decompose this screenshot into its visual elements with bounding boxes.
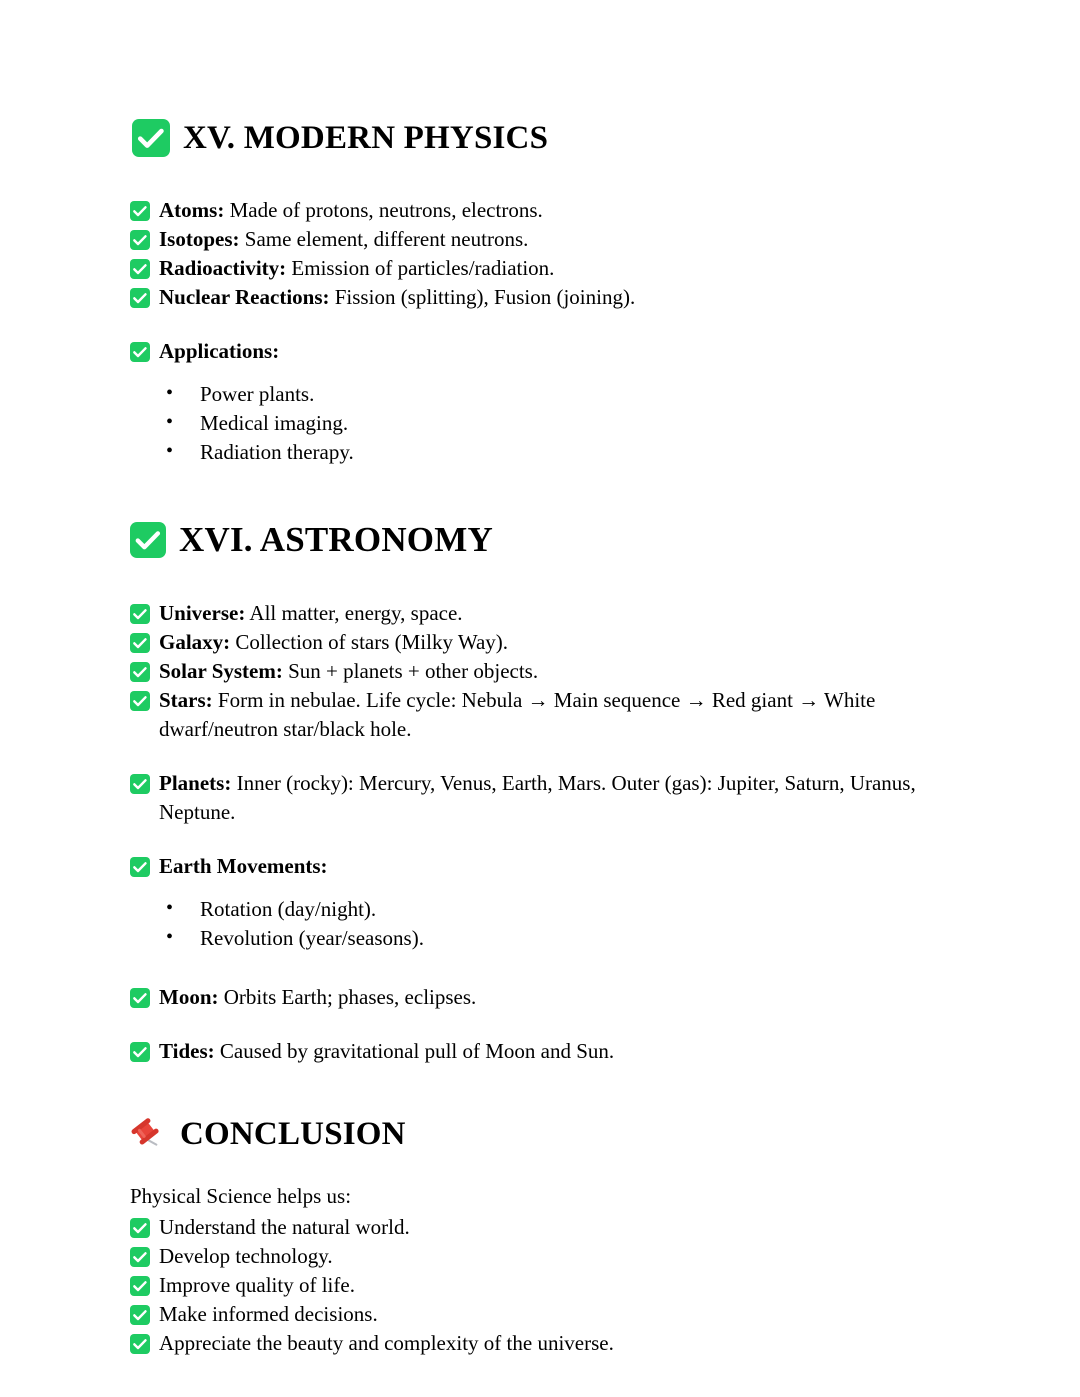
term-line-moon	[130, 983, 940, 1012]
term-line-nuclear-reactions	[130, 283, 940, 312]
term-label: Solar System:	[159, 659, 283, 683]
check-green-icon	[130, 691, 150, 711]
term-line-atoms	[130, 196, 940, 225]
check-green-icon	[130, 1042, 150, 1062]
term-label: Tides:	[159, 1039, 215, 1063]
conclusion-lead-text: Physical Science helps us:	[130, 1184, 352, 1208]
conclusion-item-text: Develop technology.	[159, 1244, 333, 1268]
term-detail: Emission of particles/radiation.	[286, 256, 555, 280]
check-green-icon	[130, 522, 166, 558]
section-modern-physics	[130, 118, 940, 467]
check-green-icon	[130, 662, 150, 682]
check-green-icon	[130, 988, 150, 1008]
term-label: Moon:	[159, 985, 219, 1009]
term-detail: Same element, different neutrons.	[239, 227, 529, 251]
term-label: Galaxy:	[159, 630, 231, 654]
list-item: • Revolution (year/seasons).	[166, 924, 940, 953]
heading-conclusion	[130, 1114, 940, 1154]
term-line-text	[159, 196, 940, 225]
conclusion-item	[130, 1271, 940, 1300]
check-green-icon	[130, 230, 150, 250]
list-item: • Radiation therapy.	[166, 438, 940, 467]
check-green-icon	[130, 857, 150, 877]
astronomy-term-list	[130, 599, 940, 744]
check-green-icon	[130, 201, 150, 221]
heading-astronomy-label: XVI. ASTRONOMY	[179, 520, 493, 559]
check-green-icon	[130, 342, 150, 362]
modern-physics-term-list	[130, 196, 940, 312]
term-detail: Sun + planets + other objects.	[282, 659, 539, 683]
applications-bullet-list	[130, 380, 940, 467]
subheading-text	[159, 852, 940, 881]
conclusion-item-text: Improve quality of life.	[159, 1273, 355, 1297]
term-line-text	[159, 1037, 940, 1066]
subheading-text	[159, 337, 940, 366]
term-line-text	[159, 628, 940, 657]
term-line-universe	[130, 599, 940, 628]
check-green-icon	[130, 774, 150, 794]
term-line-text	[159, 769, 940, 827]
term-line-isotopes	[130, 225, 940, 254]
check-green-icon	[130, 1247, 150, 1267]
term-label: Nuclear Reactions:	[159, 285, 330, 309]
check-green-icon	[130, 288, 150, 308]
heading-conclusion-label: CONCLUSION	[180, 1116, 406, 1152]
term-detail: Inner (rocky): Mercury, Venus, Earth, Mars. Outer (gas): Jupiter, Saturn, Uranus, Neptune.	[159, 771, 916, 824]
term-line-galaxy	[130, 628, 940, 657]
conclusion-item-text: Make informed decisions.	[159, 1302, 378, 1326]
term-line-text	[159, 657, 940, 686]
conclusion-item-text: Understand the natural world.	[159, 1215, 410, 1239]
list-item: • Power plants.	[166, 380, 940, 409]
subheading-earth-movements	[130, 852, 940, 881]
subheading-applications	[130, 337, 940, 366]
term-line-text	[159, 283, 940, 312]
term-label: Stars:	[159, 688, 213, 712]
conclusion-item	[130, 1242, 940, 1271]
term-label: Isotopes:	[159, 227, 240, 251]
term-detail: Caused by gravitational pull of Moon and Sun.	[214, 1039, 615, 1063]
conclusion-item	[130, 1329, 940, 1358]
term-line-text	[159, 599, 940, 628]
heading-modern-physics	[130, 118, 940, 158]
term-line-stars	[130, 686, 940, 744]
conclusion-item-text: Appreciate the beauty and complexity of the universe.	[159, 1331, 614, 1355]
term-line-text	[159, 225, 940, 254]
term-line-text	[159, 254, 940, 283]
term-detail: All matter, energy, space.	[245, 601, 463, 625]
term-label: Radioactivity:	[159, 256, 287, 280]
earth-movements-bullet-list	[130, 895, 940, 953]
conclusion-check-list	[130, 1213, 940, 1358]
term-line-text	[159, 686, 940, 744]
term-detail: Orbits Earth; phases, eclipses.	[218, 985, 477, 1009]
term-detail: Made of protons, neutrons, electrons.	[224, 198, 543, 222]
check-green-icon	[130, 1305, 150, 1325]
list-item: • Medical imaging.	[166, 409, 940, 438]
term-detail: Fission (splitting), Fusion (joining).	[329, 285, 636, 309]
check-green-icon	[130, 1334, 150, 1354]
check-green-icon	[132, 119, 170, 157]
conclusion-item	[130, 1213, 940, 1242]
check-green-icon	[130, 259, 150, 279]
conclusion-item	[130, 1300, 940, 1329]
term-line-solar-system	[130, 657, 940, 686]
term-label: Atoms:	[159, 198, 225, 222]
heading-modern-physics-label: XV. MODERN PHYSICS	[183, 120, 549, 156]
term-detail: Form in nebulae. Life cycle: Nebula → Main sequence → Red giant → White dwarf/neutron star/black hole.	[159, 688, 876, 741]
check-green-icon	[130, 1218, 150, 1238]
term-label: Universe:	[159, 601, 246, 625]
check-green-icon	[130, 604, 150, 624]
section-astronomy	[130, 519, 940, 1066]
term-line-text	[159, 983, 940, 1012]
list-item: • Rotation (day/night).	[166, 895, 940, 924]
term-detail: Collection of stars (Milky Way).	[230, 630, 509, 654]
earth-movements-label: Earth Movements:	[159, 854, 328, 878]
pushpin-icon	[130, 1116, 166, 1152]
check-green-icon	[130, 633, 150, 653]
term-line-radioactivity	[130, 254, 940, 283]
applications-label: Applications:	[159, 339, 280, 363]
term-line-tides	[130, 1037, 940, 1066]
term-line-planets	[130, 769, 940, 827]
term-label: Planets:	[159, 771, 232, 795]
heading-astronomy	[130, 519, 940, 561]
section-conclusion	[130, 1114, 940, 1358]
check-green-icon	[130, 1276, 150, 1296]
